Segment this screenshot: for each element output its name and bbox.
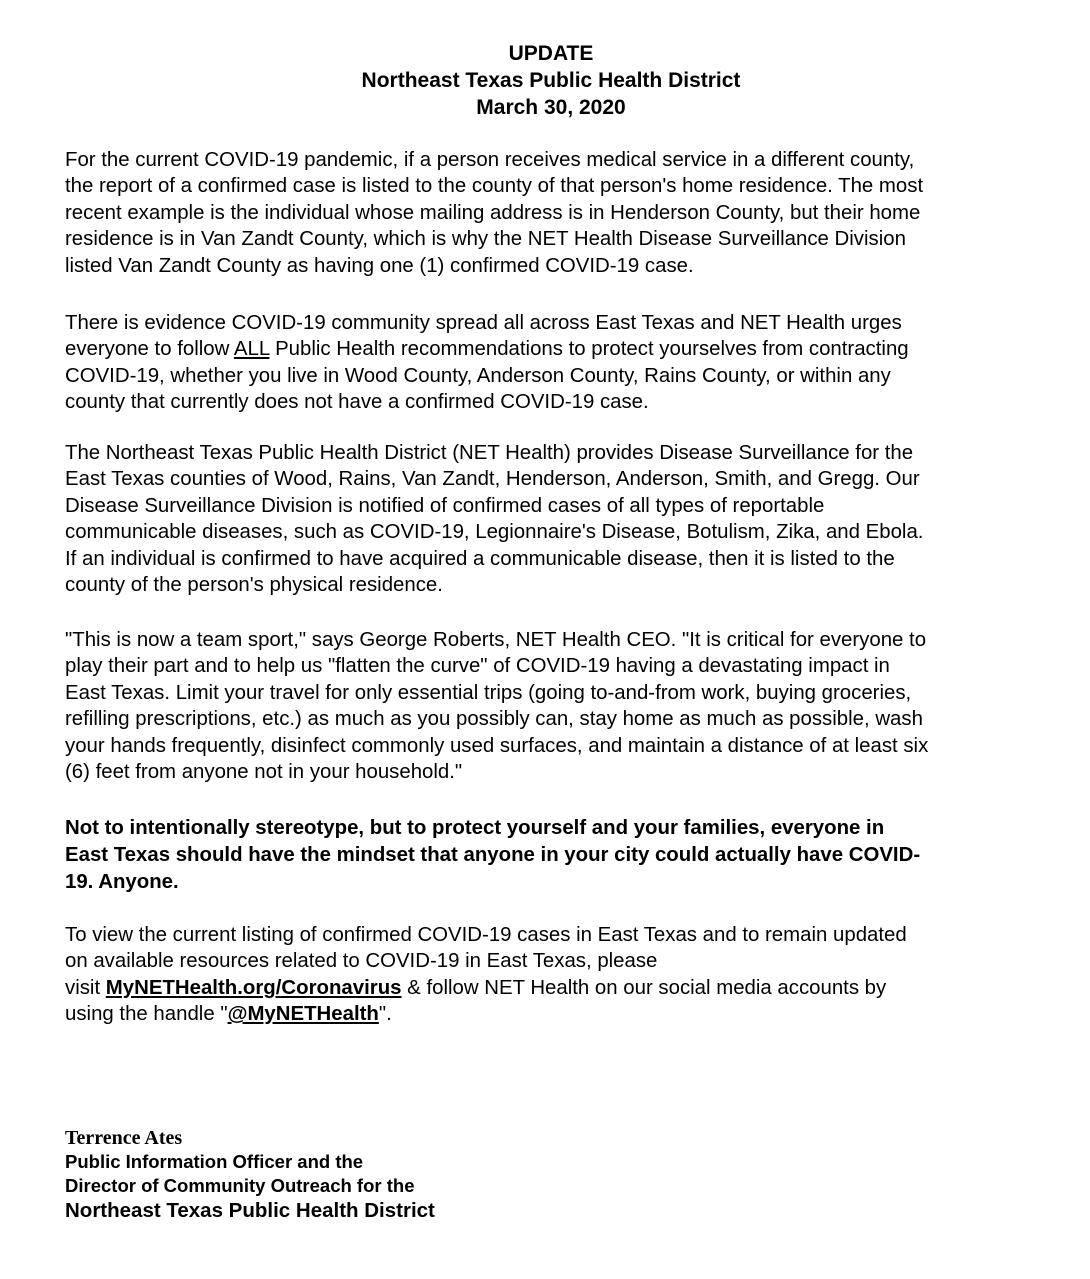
text-line: listed Van Zandt County as having one (1) confirmed COVID-19 case.: [65, 254, 694, 277]
signatory-title-line2: Director of Community Outreach for the: [65, 1175, 415, 1196]
text-line: Disease Surveillance Division is notified of confirmed cases of all types of reportable: [65, 494, 825, 517]
text-line: your hands frequently, disinfect commonly used surfaces, and maintain a distance of at least six: [65, 734, 929, 757]
text-line: East Texas should have the mindset that anyone in your city could actually have COVID-: [65, 844, 921, 866]
document-header: [0, 40, 1090, 121]
paragraph-ceo-quote: [65, 627, 1050, 785]
text-line: COVID-19, whether you live in Wood County, Anderson County, Rains County, or within any: [65, 364, 891, 387]
text-line: on available resources related to COVID-19 in East Texas, please: [65, 950, 658, 973]
text-line: county of the person's physical residence.: [65, 574, 443, 597]
text-line: Public Health recommendations to protect yourselves from contracting: [269, 338, 909, 361]
organization-name: Northeast Texas Public Health District: [361, 69, 741, 92]
update-title: UPDATE: [508, 42, 594, 65]
text-line: (6) feet from anyone not in your household.": [65, 761, 463, 784]
signatory-name: Terrence Ates: [65, 1127, 183, 1149]
text-line: county that currently does not have a confirmed COVID-19 case.: [65, 391, 649, 414]
signatory-organization: Northeast Texas Public Health District: [65, 1199, 435, 1222]
text-line: & follow NET Health on our social media accounts by: [401, 976, 887, 999]
text-line: visit: [65, 976, 106, 999]
paragraph-community-spread: [65, 310, 1050, 416]
text-line: using the handle ": [65, 1003, 228, 1026]
text-line: 19. Anyone.: [65, 871, 179, 893]
release-date: March 30, 2020: [476, 96, 626, 119]
text-line: communicable diseases, such as COVID-19, Legionnaire's Disease, Botulism, Zika, and Ebola.: [65, 521, 924, 544]
text-line: recent example is the individual whose mailing address is in Henderson County, but their home: [65, 201, 921, 224]
social-handle-link[interactable]: @MyNETHealth: [227, 1003, 379, 1026]
text-line: To view the current listing of confirmed COVID-19 cases in East Texas and to remain updated: [65, 924, 907, 946]
text-line: "This is now a team sport," says George Roberts, NET Health CEO. "It is critical for everyone to: [65, 629, 927, 651]
text-line: the report of a confirmed case is listed to the county of that person's home residence. The most: [65, 175, 924, 198]
text-line: The Northeast Texas Public Health District (NET Health) provides Disease Surveillance for the: [65, 442, 914, 464]
text-line: East Texas counties of Wood, Rains, Van Zandt, Henderson, Anderson, Smith, and Gregg. Our: [65, 468, 920, 491]
paragraph-resources: [65, 922, 1050, 1028]
text-line: East Texas. Limit your travel for only essential trips (going to-and-from work, buying groceries,: [65, 681, 912, 704]
signatory-title-line1: Public Information Officer and the: [65, 1151, 364, 1172]
paragraph-disease-surveillance: [65, 440, 1050, 598]
text-line: Not to intentionally stereotype, but to protect yourself and your families, everyone in: [65, 817, 885, 839]
paragraph-case-reporting: [65, 147, 1050, 279]
text-line: ".: [378, 1003, 392, 1026]
text-line: everyone to follow: [65, 338, 234, 361]
text-line: refilling prescriptions, etc.) as much as you possibly can, stay home as much as possible, wash: [65, 708, 923, 731]
text-line: For the current COVID-19 pandemic, if a person receives medical service in a different county,: [65, 149, 915, 171]
text-line: play their part and to help us "flatten the curve" of COVID-19 having a devastating impact in: [65, 655, 890, 678]
website-link[interactable]: MyNETHealth.org/Coronavirus: [105, 976, 402, 999]
paragraph-bold-warning: [65, 815, 1050, 896]
all-emphasis: ALL: [233, 338, 270, 361]
text-line: If an individual is confirmed to have acquired a communicable disease, then it is listed to the: [65, 547, 895, 570]
text-line: residence is in Van Zandt County, which is why the NET Health Disease Surveillance Division: [65, 228, 906, 251]
text-line: There is evidence COVID-19 community spread all across East Texas and NET Health urges: [65, 312, 902, 334]
signature-block: [65, 1126, 435, 1224]
